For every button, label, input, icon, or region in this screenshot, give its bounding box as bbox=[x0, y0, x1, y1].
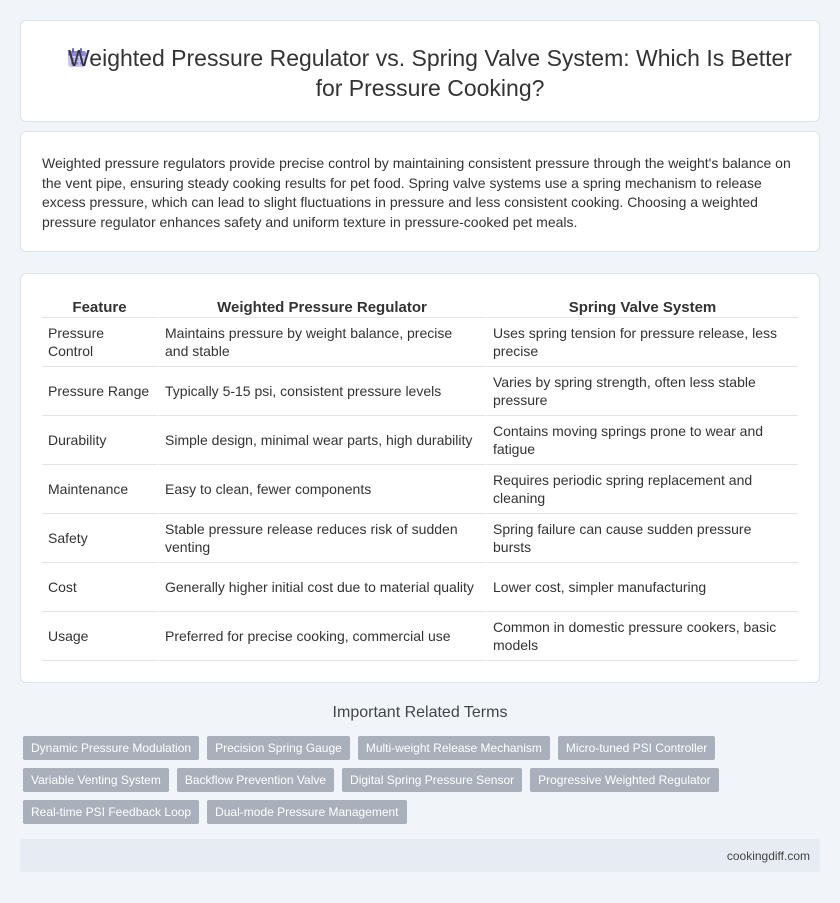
related-term-tag[interactable]: Multi-weight Release Mechanism bbox=[358, 736, 550, 760]
weighted-cell: Preferred for precise cooking, commercial use bbox=[157, 612, 485, 661]
related-term-tag[interactable]: Variable Venting System bbox=[23, 768, 169, 792]
related-term-tag[interactable]: Precision Spring Gauge bbox=[207, 736, 350, 760]
related-terms-list bbox=[23, 736, 823, 824]
feature-cell: Usage bbox=[42, 612, 157, 661]
table-row bbox=[42, 514, 798, 563]
table-row bbox=[42, 367, 798, 416]
related-term-tag[interactable]: Micro-tuned PSI Controller bbox=[558, 736, 715, 760]
header-spring-valve: Spring Valve System bbox=[485, 294, 798, 318]
weighted-cell: Generally higher initial cost due to material quality bbox=[157, 563, 485, 612]
footer-site-link[interactable]: cookingdiff.com bbox=[726, 849, 810, 863]
related-term-tag[interactable]: Real-time PSI Feedback Loop bbox=[23, 800, 199, 824]
related-terms-title: Important Related Terms bbox=[332, 704, 508, 721]
spring-cell: Lower cost, simpler manufacturing bbox=[485, 563, 798, 612]
table-header-row bbox=[42, 294, 798, 318]
spring-cell: Common in domestic pressure cookers, basic models bbox=[485, 612, 798, 661]
weighted-cell: Stable pressure release reduces risk of sudden venting bbox=[157, 514, 485, 563]
feature-cell: Pressure Control bbox=[42, 318, 157, 367]
feature-cell: Maintenance bbox=[42, 465, 157, 514]
spring-cell: Spring failure can cause sudden pressure bursts bbox=[485, 514, 798, 563]
weighted-cell: Simple design, minimal wear parts, high durability bbox=[157, 416, 485, 465]
feature-cell: Durability bbox=[42, 416, 157, 465]
related-term-tag[interactable]: Backflow Prevention Valve bbox=[177, 768, 334, 792]
table-row bbox=[42, 465, 798, 514]
related-term-tag[interactable]: Digital Spring Pressure Sensor bbox=[342, 768, 522, 792]
header-weighted-regulator: Weighted Pressure Regulator bbox=[157, 294, 485, 318]
spring-cell: Contains moving springs prone to wear and fatigue bbox=[485, 416, 798, 465]
page-title: Weighted Pressure Regulator vs. Spring Valve System: Which Is Better for Pressure Cooking? bbox=[68, 45, 792, 101]
table-row bbox=[42, 612, 798, 661]
intro-paragraph: Weighted pressure regulators provide precise control by maintaining consistent pressure through the weight's balance on the vent pipe, ensuring steady cooking results for pet food. Spring valve systems use a spring mechanism to release excess pressure, which can lead to slight fluctuations in pressure and less consistent cooking. Choosing a weighted pressure regulator enhances safety and uniform texture in pressure-cooked pet meals. bbox=[42, 155, 791, 230]
feature-cell: Safety bbox=[42, 514, 157, 563]
related-term-tag[interactable]: Progressive Weighted Regulator bbox=[530, 768, 719, 792]
footer bbox=[20, 839, 820, 872]
feature-cell: Pressure Range bbox=[42, 367, 157, 416]
intro-card bbox=[20, 131, 820, 252]
title-card bbox=[20, 20, 820, 122]
weighted-cell: Maintains pressure by weight balance, precise and stable bbox=[157, 318, 485, 367]
spring-cell: Uses spring tension for pressure release, less precise bbox=[485, 318, 798, 367]
weighted-cell: Typically 5-15 psi, consistent pressure levels bbox=[157, 367, 485, 416]
related-term-tag[interactable]: Dual-mode Pressure Management bbox=[207, 800, 406, 824]
feature-cell: Cost bbox=[42, 563, 157, 612]
table-row bbox=[42, 416, 798, 465]
spring-cell: Varies by spring strength, often less stable pressure bbox=[485, 367, 798, 416]
comparison-table-card bbox=[20, 273, 820, 683]
table-row bbox=[42, 563, 798, 612]
related-term-tag[interactable]: Dynamic Pressure Modulation bbox=[23, 736, 199, 760]
weighted-cell: Easy to clean, fewer components bbox=[157, 465, 485, 514]
header-feature: Feature bbox=[42, 294, 157, 318]
spring-cell: Requires periodic spring replacement and cleaning bbox=[485, 465, 798, 514]
table-row bbox=[42, 318, 798, 367]
comparison-table bbox=[42, 294, 798, 661]
